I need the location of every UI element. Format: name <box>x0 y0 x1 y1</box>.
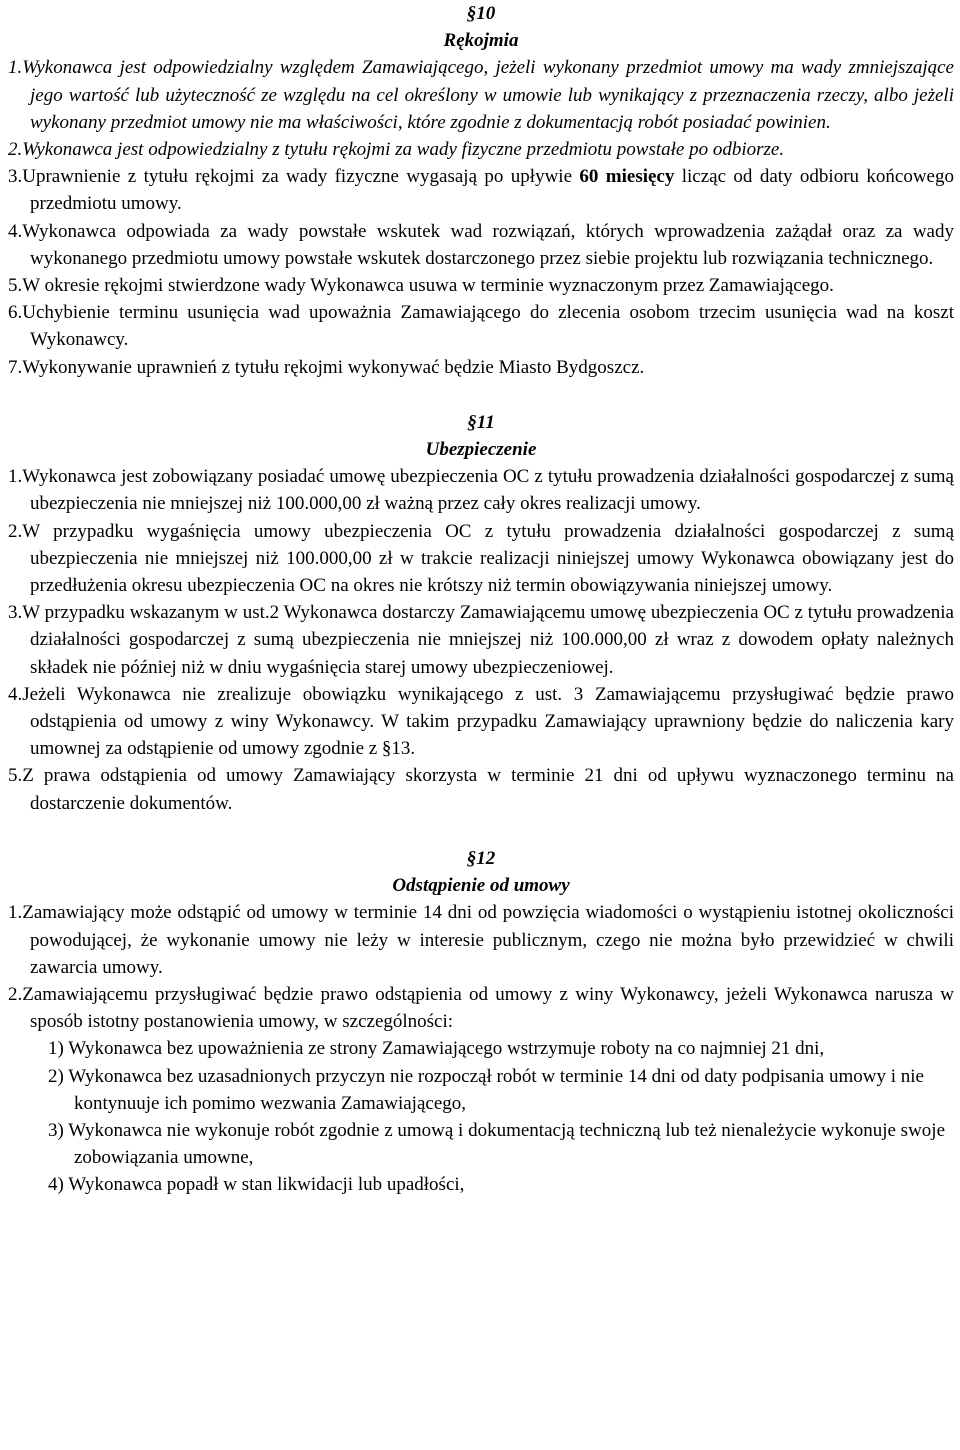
paragraph: 5.Z prawa odstąpienia od umowy Zamawiający skorzysta w terminie 21 dni od upływu wyznaczonego terminu na dostarczenie dokumentów. <box>8 765 954 814</box>
paragraph-text: 3.Uprawnienie z tytułu rękojmi za wady fizyczne wygasają po upływie <box>8 166 580 188</box>
section-title: Rękojmia <box>443 30 519 52</box>
paragraph: 2.W przypadku wygaśnięcia umowy ubezpieczenia OC z tytułu prowadzenia działalności gospodarczej z sumą ubezpieczenia nie mniejszej niż 100.000,00 zł w trakcie realizacji niniejszej umowy Wykonawca obowiązany jest do przedłużenia okresu ubezpieczenia OC na okres nie krótszy niż termin obowiązywania niniejszej umowy. <box>8 520 954 597</box>
paragraph: 7.Wykonywanie uprawnień z tytułu rękojmi wykonywać będzie Miasto Bydgoszcz. <box>8 356 645 378</box>
list-item: 4) Wykonawca popadł w stan likwidacji lub upadłości, <box>48 1174 465 1196</box>
section-12 <box>8 845 954 1199</box>
list-item: 2) Wykonawca bez uzasadnionych przyczyn nie rozpoczął robót w terminie 14 dni od daty podpisania umowy i nie kontynuuje ich pomimo wezwania Zamawiającego, <box>48 1065 924 1114</box>
list-item: 1) Wykonawca bez upoważnienia ze strony Zamawiającego wstrzymuje roboty na co najmniej 21 dni, <box>48 1038 825 1060</box>
section-spacer <box>8 381 954 409</box>
paragraph: 4.Jeżeli Wykonawca nie zrealizuje obowiązku wynikającego z ust. 3 Zamawiającemu przysługiwać będzie prawo odstąpienia od umowy z winy Wykonawcy. W takim przypadku Zamawiający uprawniony będzie do naliczenia kary umownej za odstąpienie od umowy zgodnie z §13. <box>8 683 954 760</box>
paragraph <box>8 163 954 217</box>
paragraph: 3.W przypadku wskazanym w ust.2 Wykonawca dostarczy Zamawiającemu umowę ubezpieczenia OC z tytułu prowadzenia działalności gospodarczej z sumą ubezpieczenia nie mniejszej niż 100.000,00 zł wraz z dowodem opłaty należnych składek nie później niż w dniu wygaśnięcia starej umowy ubezpieczeniowej. <box>8 602 954 678</box>
emphasis-text: 60 miesięcy <box>579 166 675 188</box>
section-title: Ubezpieczenie <box>425 439 537 461</box>
section-title: Odstąpienie od umowy <box>392 875 570 897</box>
paragraph-text: licząc od daty odbioru końcowego przedmiotu umowy. <box>30 166 954 215</box>
paragraph: 2.Zamawiającemu przysługiwać będzie prawo odstąpienia od umowy z winy Wykonawcy, jeżeli Wykonawca narusza w sposób istotny postanowienia umowy, w szczególności: <box>8 983 954 1033</box>
paragraph: 1.Wykonawca jest zobowiązany posiadać umowę ubezpieczenia OC z tytułu prowadzenia działalności gospodarczej z sumą ubezpieczenia nie mniejszej niż 100.000,00 zł ważną przez cały okres realizacji umowy. <box>8 466 954 515</box>
section-number: §11 <box>467 411 495 433</box>
paragraph: 4.Wykonawca odpowiada za wady powstałe wskutek wad rozwiązań, których wprowadzenia zażądał oraz za wady wykonanego przedmiotu umowy powstałe wskutek dostarczonego przez siebie projektu lub rozwiązania technicznego. <box>8 220 954 269</box>
paragraph: 1.Wykonawca jest odpowiedzialny względem Zamawiającego, jeżeli wykonany przedmiot umowy ma wady zmniejszające jego wartość lub użyteczność ze względu na cel określony w umowie lub wynikający z przeznaczenia rzeczy, albo jeżeli wykonany przedmiot umowy nie ma właściwości, które zgodnie z dokumentacją robót posiadać powinien. <box>8 57 954 133</box>
section-11 <box>8 409 954 817</box>
section-number: §12 <box>466 847 496 869</box>
section-number: §10 <box>466 3 496 24</box>
list-item: 3) Wykonawca nie wykonuje robót zgodnie z umową i dokumentacją techniczną lub też nienależycie wykonuje swoje zobowiązania umowne, <box>48 1119 945 1169</box>
paragraph: 1.Zamawiający może odstąpić od umowy w terminie 14 dni od powzięcia wiadomości o wystąpieniu istotnej okoliczności powodującej, że wykonanie umowy nie leży w interesie publicznym, czego nie można było przewidzieć w chwili zawarcia umowy. <box>8 902 954 978</box>
section-10 <box>8 0 954 381</box>
section-spacer <box>8 817 954 845</box>
paragraph: 2.Wykonawca jest odpowiedzialny z tytułu rękojmi za wady fizyczne przedmiotu powstałe po odbiorze. <box>8 139 785 161</box>
paragraph: 6.Uchybienie terminu usunięcia wad upoważnia Zamawiającego do zlecenia osobom trzecim usunięcia wad na koszt Wykonawcy. <box>8 302 954 351</box>
paragraph: 5.W okresie rękojmi stwierdzone wady Wykonawca usuwa w terminie wyznaczonym przez Zamawiającego. <box>8 275 834 297</box>
